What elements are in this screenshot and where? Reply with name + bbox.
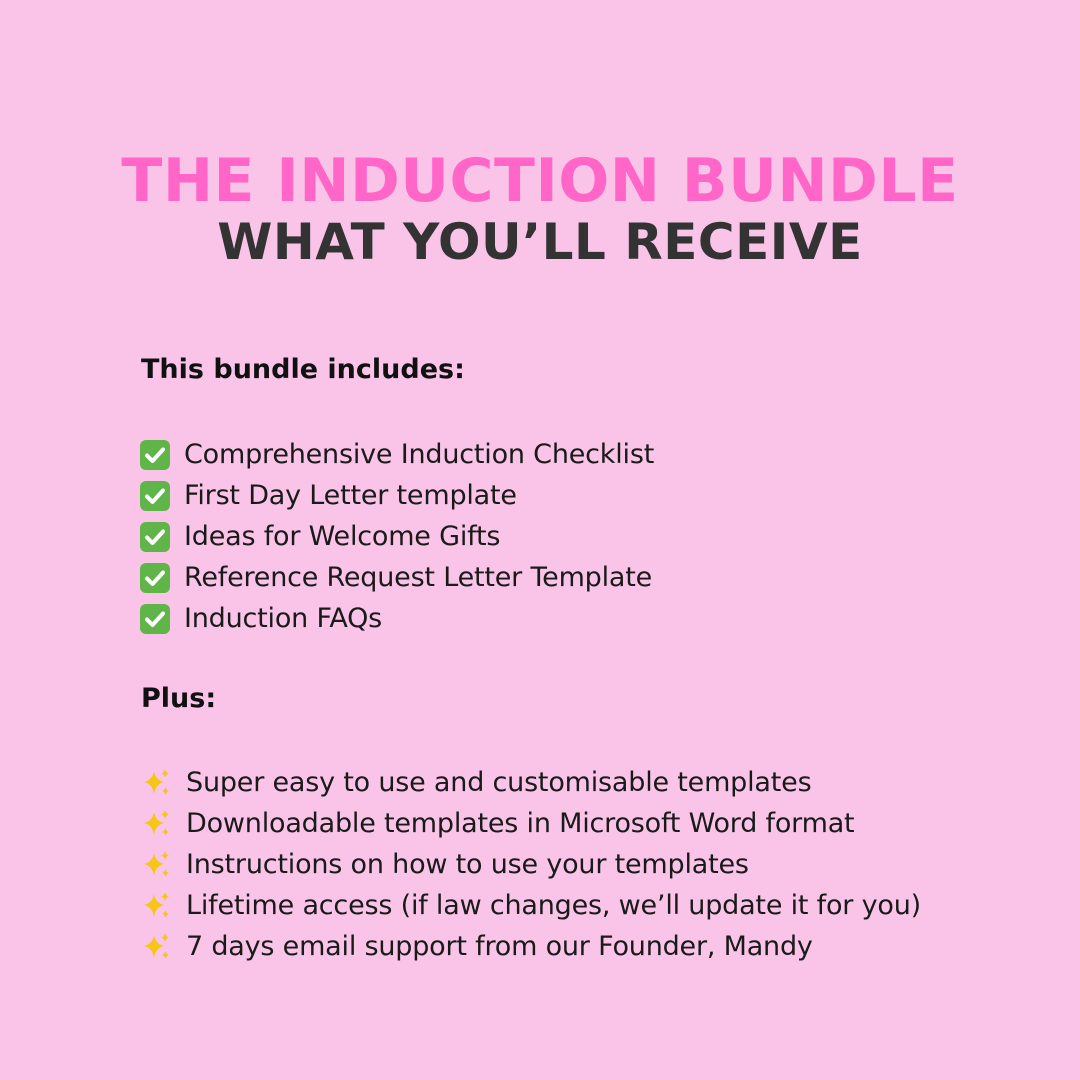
list-item-label: Reference Request Letter Template: [184, 562, 653, 593]
list-item: [140, 926, 921, 967]
includes-list: [140, 434, 654, 639]
sparkles-icon: [140, 931, 172, 963]
list-item-label: Comprehensive Induction Checklist: [184, 439, 655, 470]
list-item-label: Super easy to use and customisable templates: [186, 767, 812, 798]
check-mark-icon: [140, 604, 170, 634]
list-item-label: 7 days email support from our Founder, Mandy: [186, 931, 813, 962]
list-item: [140, 434, 654, 475]
page-title: THE INDUCTION BUNDLE: [121, 146, 959, 216]
sparkles-icon: [140, 767, 172, 799]
list-item: [140, 557, 654, 598]
sparkles-icon: [140, 849, 172, 881]
list-item: [140, 598, 654, 639]
check-mark-icon: [140, 522, 170, 552]
list-item: [140, 475, 654, 516]
sparkles-icon: [140, 890, 172, 922]
list-item: [140, 516, 654, 557]
list-item-label: First Day Letter template: [184, 480, 517, 511]
page-subtitle: WHAT YOU’LL RECEIVE: [217, 213, 863, 271]
list-item: [140, 885, 921, 926]
list-item-label: Induction FAQs: [184, 603, 383, 634]
check-mark-icon: [140, 440, 170, 470]
list-item-label: Downloadable templates in Microsoft Word format: [186, 808, 855, 839]
check-mark-icon: [140, 481, 170, 511]
sparkles-icon: [140, 808, 172, 840]
list-item-label: Ideas for Welcome Gifts: [184, 521, 501, 552]
list-item: [140, 844, 921, 885]
includes-heading: This bundle includes:: [141, 354, 465, 385]
plus-heading: Plus:: [141, 683, 217, 714]
list-item: [140, 762, 921, 803]
list-item-label: Lifetime access (if law changes, we’ll update it for you): [186, 890, 921, 921]
list-item-label: Instructions on how to use your templates: [186, 849, 749, 880]
list-item: [140, 803, 921, 844]
check-mark-icon: [140, 563, 170, 593]
plus-list: [140, 762, 921, 967]
